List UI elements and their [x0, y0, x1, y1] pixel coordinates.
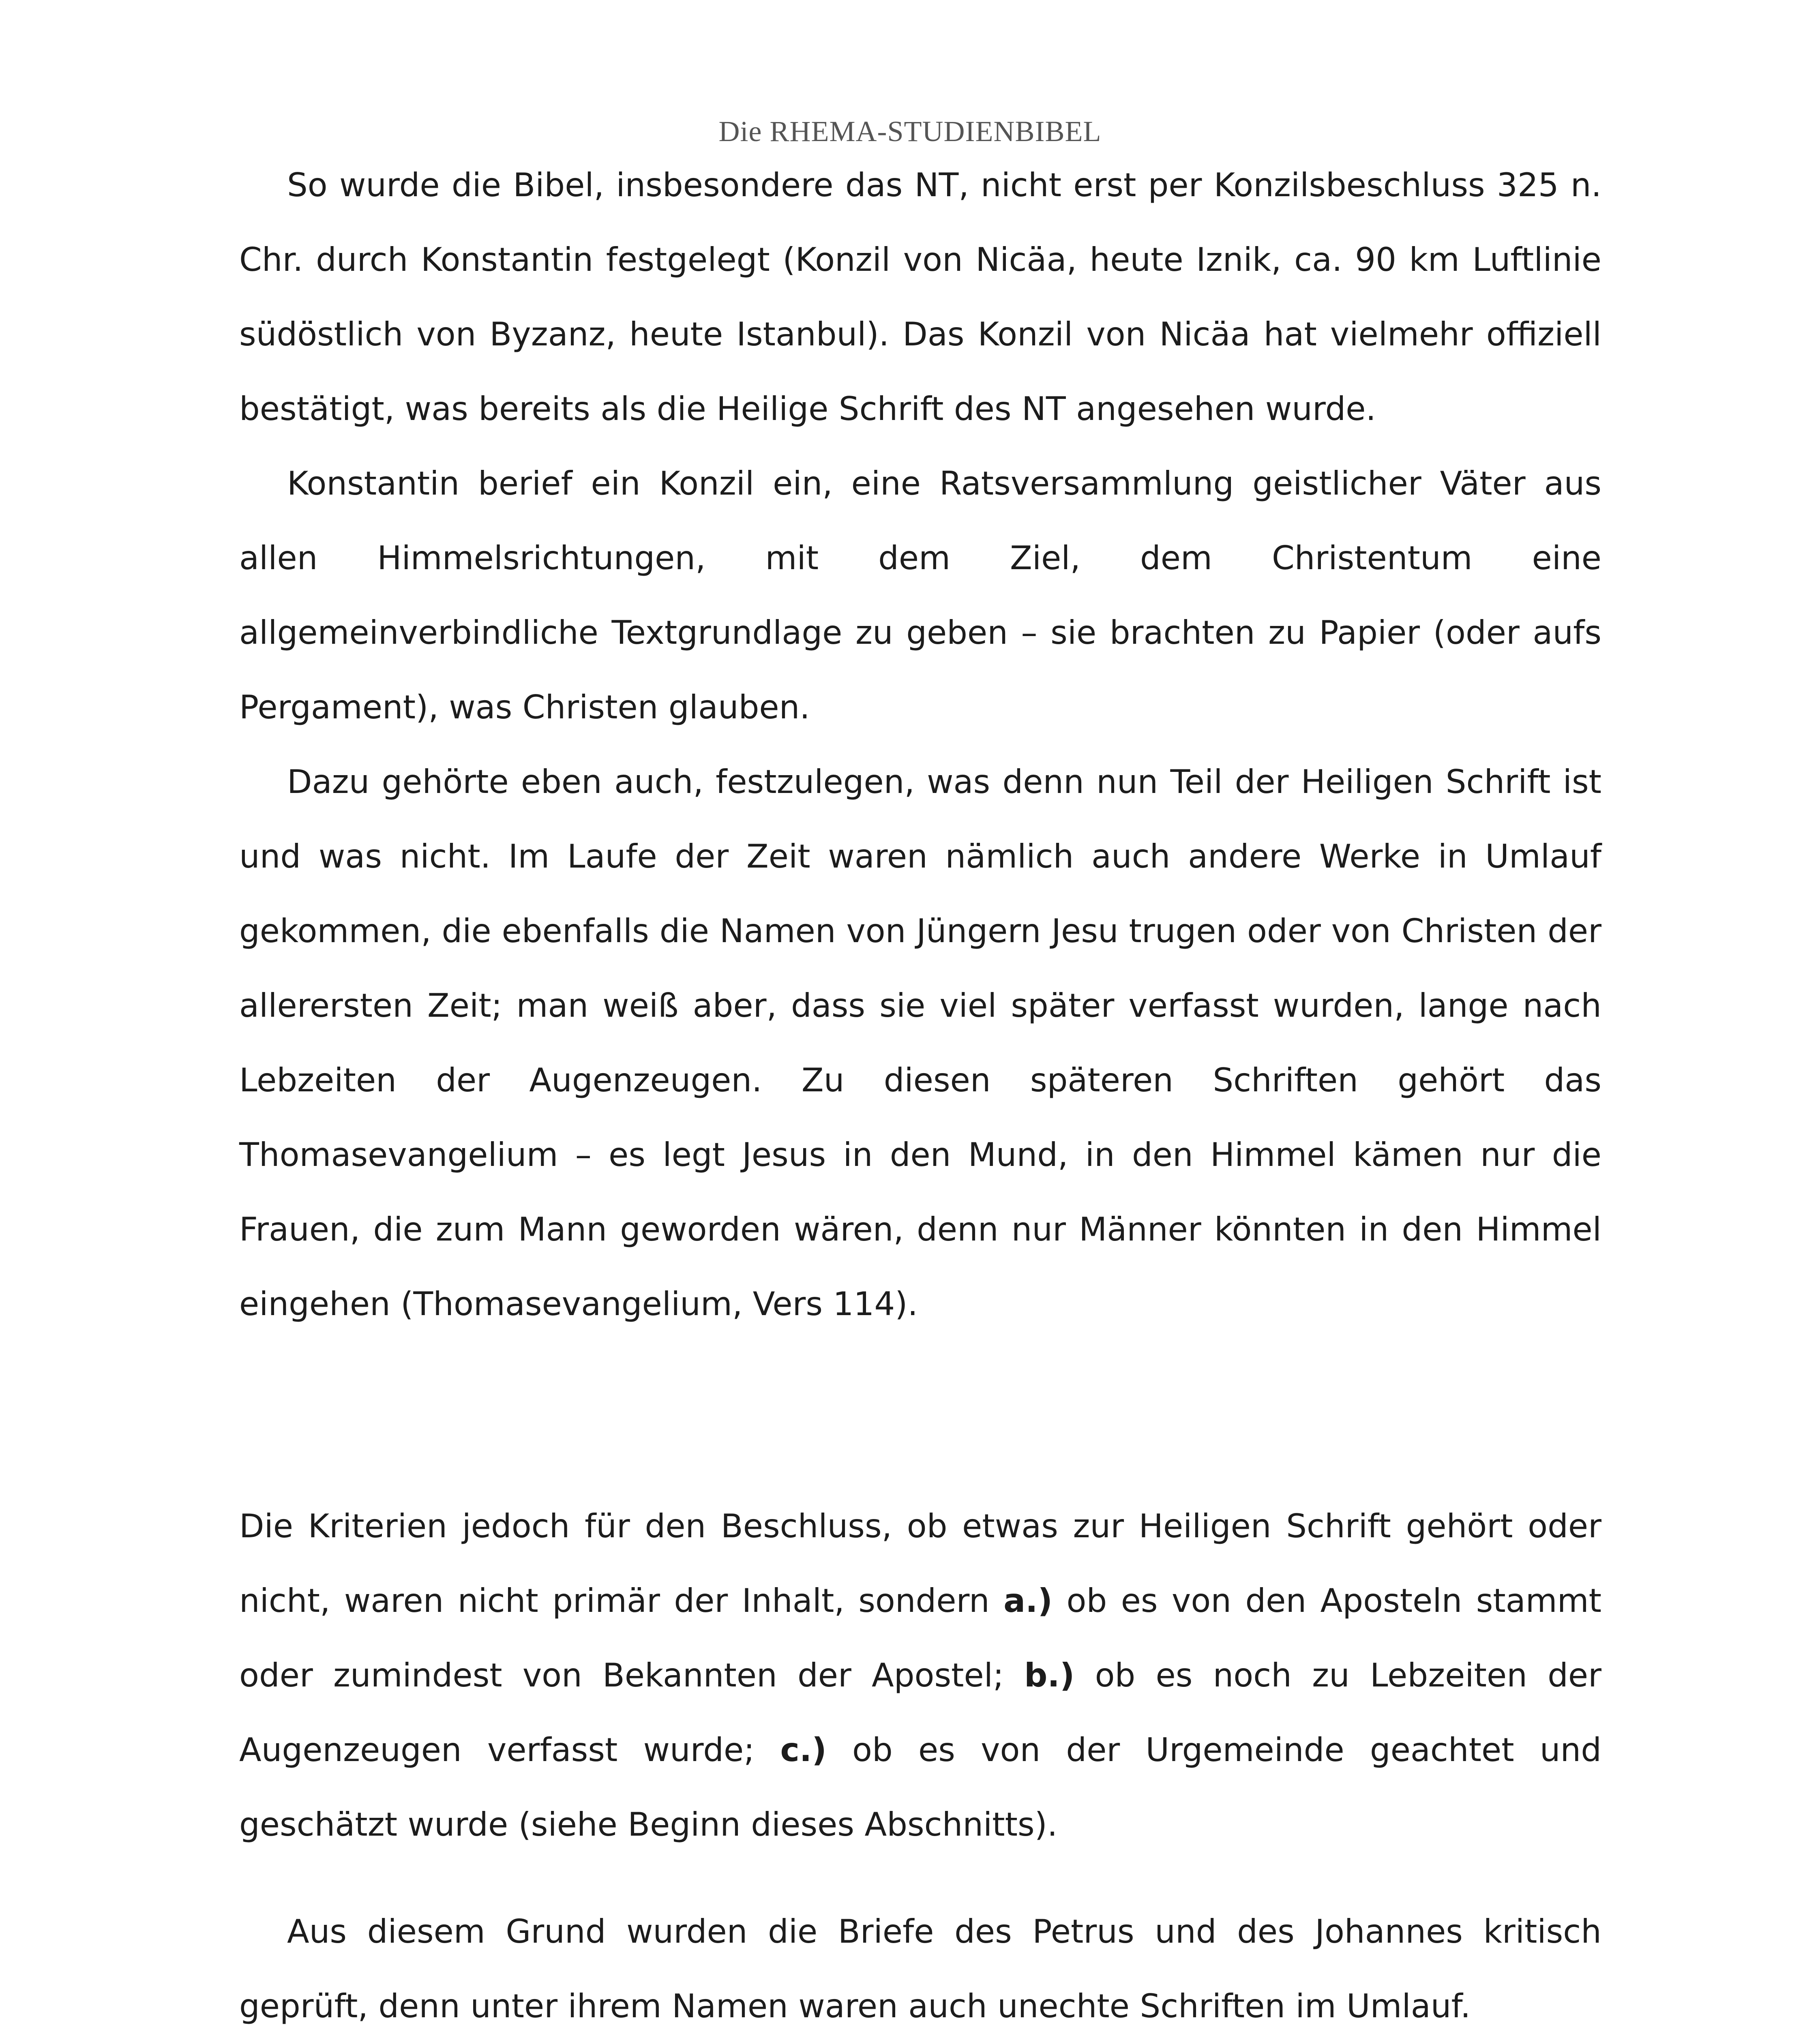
- criteria-text-3: ob es noch zu Lebzeiten der Augenzeugen verfasst wurde;: [239, 1656, 1601, 1769]
- running-header: Die RHEMA-STUDIENBIBEL: [718, 115, 1102, 148]
- paragraph-criteria: [239, 1489, 1601, 1862]
- criteria-text-4: ob es von der Urgemeinde geachtet und geschätzt wurde (siehe Beginn dieses Abschnitts).: [239, 1731, 1602, 1843]
- paragraph-letters-examined: Aus diesem Grund wurden die Briefe des Petrus und des Johannes kritisch geprüft, denn unter ihrem Namen waren auch unechte Schriften im Umlauf.: [239, 1913, 1601, 2025]
- criterion-c-label: c.): [780, 1731, 827, 1769]
- criteria-text-1: Die Kriterien jedoch für den Beschluss, ob etwas zur Heiligen Schrift gehört oder nicht, waren nicht primär der Inhalt, sondern: [239, 1507, 1601, 1620]
- criterion-a-label: a.): [1003, 1582, 1053, 1620]
- criterion-b-label: b.): [1024, 1656, 1075, 1694]
- criteria-text-2: ob es von den Aposteln stammt oder zumindest von Bekannten der Apostel;: [239, 1582, 1602, 1694]
- paragraph-canon-definition: Dazu gehörte eben auch, festzulegen, was denn nun Teil der Heiligen Schrift ist und was nicht. Im Laufe der Zeit waren nämlich auch andere Werke in Umlauf gekommen, die ebenfalls die Namen von Jüngern Jesu trugen oder von Christen der allerersten Zeit; man weiß aber, dass sie viel später verfasst wurden, lange nach Lebzeiten der Augenzeugen. Zu diesen späteren Schriften gehört das Thomasevangelium – es legt Jesus in den Mund, in den Himmel kämen nur die Frauen, die zum Mann geworden wären, denn nur Männer könnten in den Himmel eingehen (Thomasevangelium, Vers 114).: [239, 763, 1601, 1323]
- paragraph-council-of-nicaea: So wurde die Bibel, insbesondere das NT, nicht erst per Konzilsbeschluss 325 n. Chr. durch Konstantin festgelegt (Konzil von Nicäa, heute Iznik, ca. 90 km Luftlinie südöstlich von Byzanz, heute Istanbul). Das Konzil von Nicäa hat vielmehr offiziell bestätigt, was bereits als die Heilige Schrift des NT angesehen wurde.: [239, 166, 1601, 428]
- paragraph-constantine-council: Konstantin berief ein Konzil ein, eine Ratsversammlung geistlicher Väter aus allen Himmelsrichtungen, mit dem Ziel, dem Christentum eine allgemeinverbindliche Textgrundlage zu geben – sie brachten zu Papier (oder aufs Pergament), was Christen glauben.: [239, 465, 1601, 726]
- body-text: [239, 148, 1601, 2027]
